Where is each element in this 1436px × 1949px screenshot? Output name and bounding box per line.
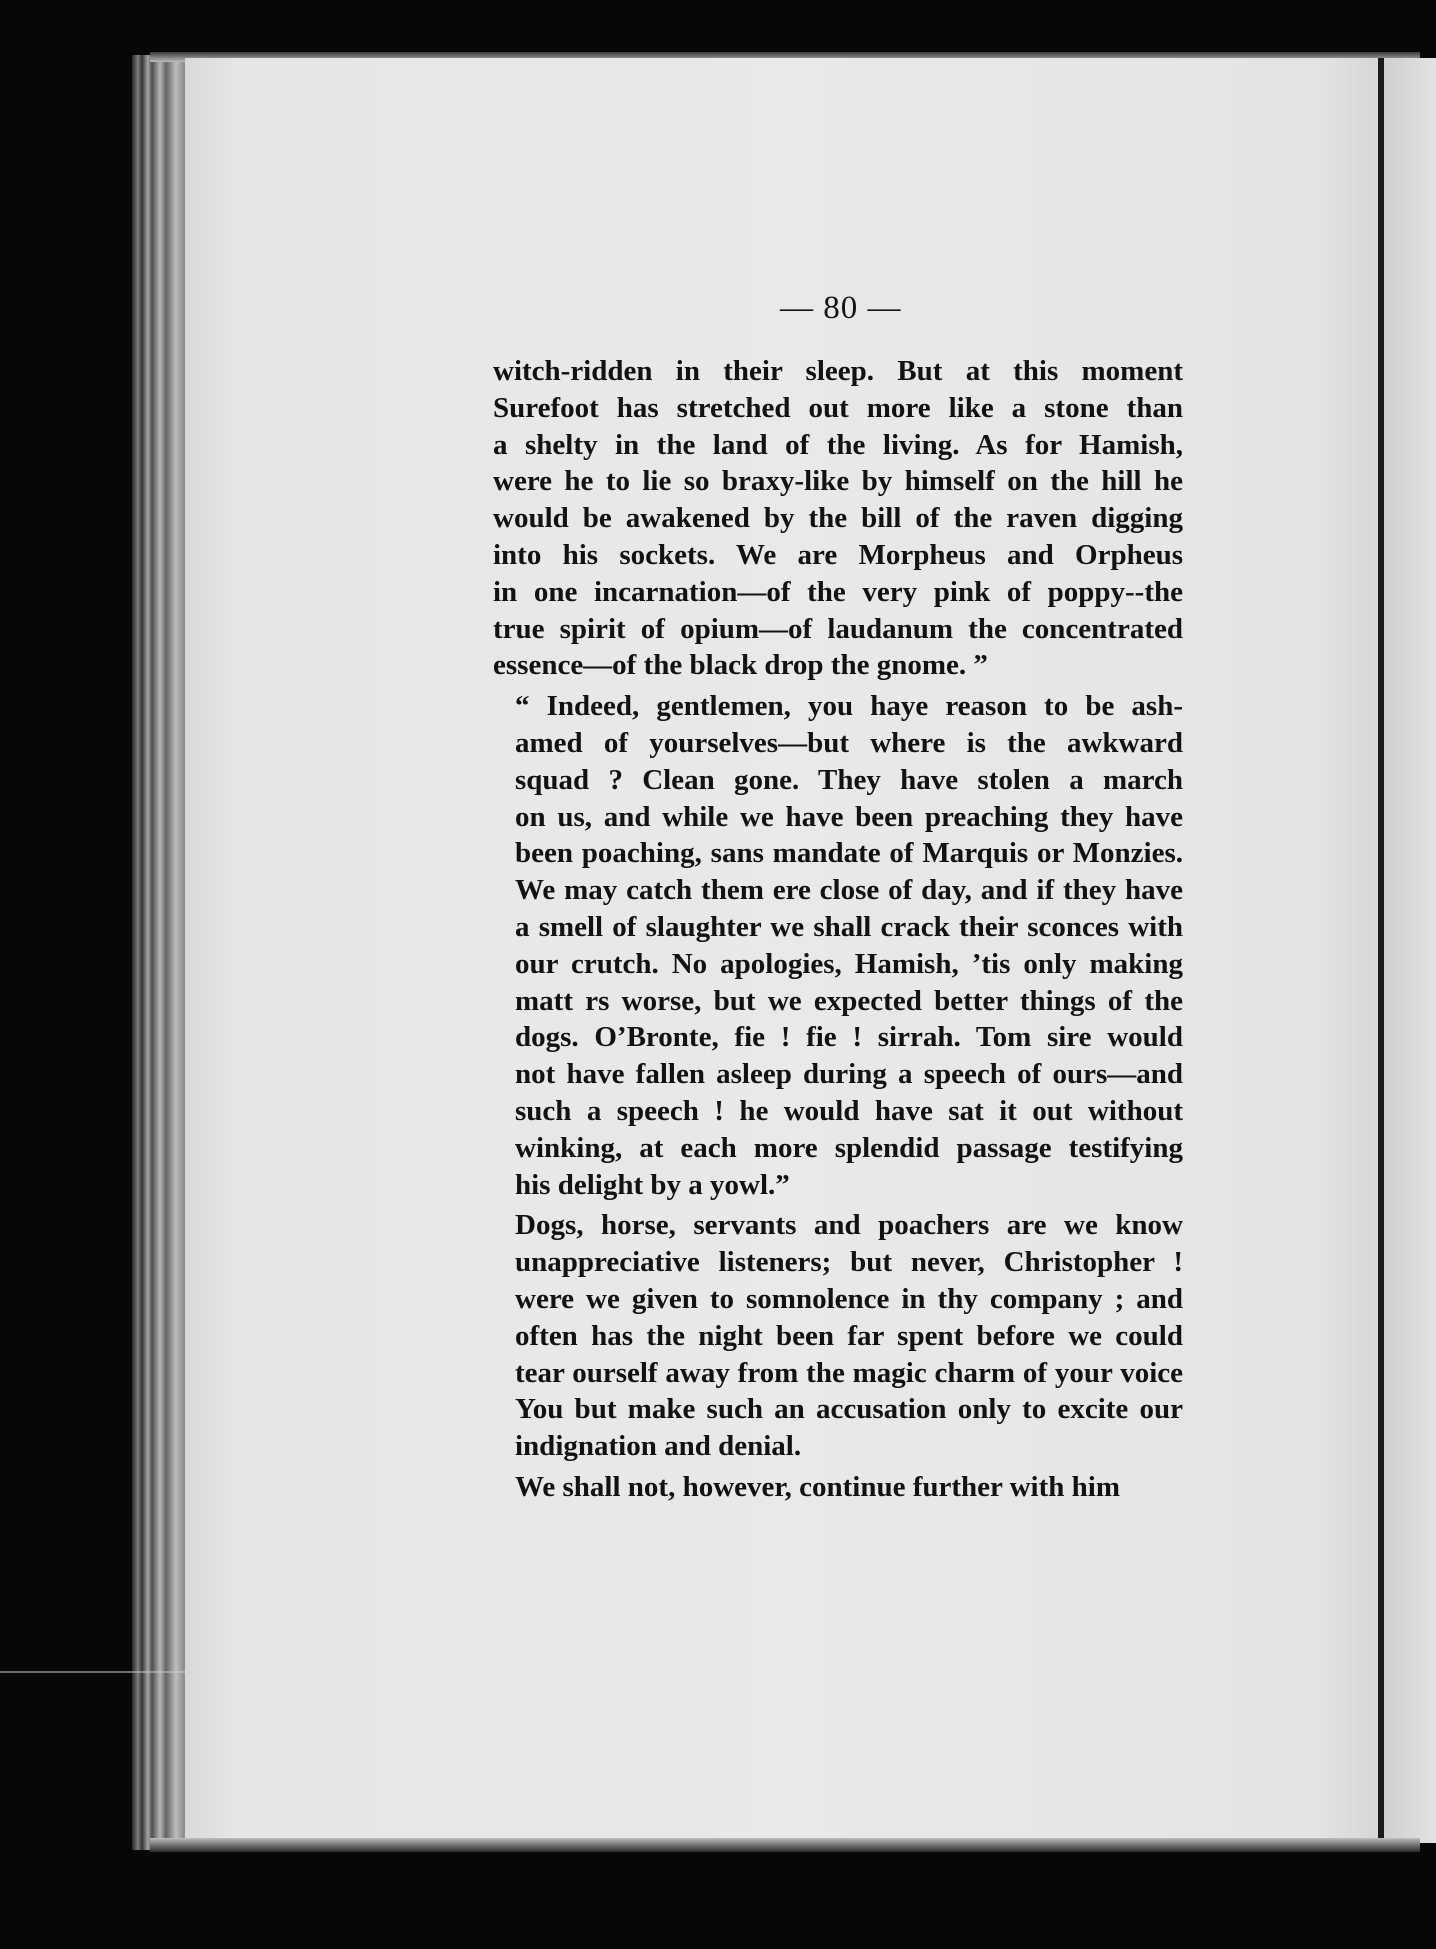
text-line: were we given to somnolence in thy company ; and bbox=[515, 1282, 1183, 1315]
text-line: You but make such an accusation only to excite our bbox=[515, 1393, 1183, 1426]
page-right-border bbox=[1378, 58, 1384, 1838]
paragraph bbox=[493, 353, 1183, 684]
facing-page-strip bbox=[1384, 58, 1436, 1843]
page-number: — 80 — bbox=[780, 290, 902, 326]
text-line: a smell of slaughter we shall crack their sconces with bbox=[515, 910, 1183, 943]
text-line: squad ? Clean gone. They have stolen a march bbox=[515, 763, 1183, 796]
text-line: in one incarnation—of the very pink of poppy--the bbox=[493, 575, 1183, 608]
paragraph bbox=[493, 1207, 1183, 1465]
text-line: Surefoot has stretched out more like a stone than bbox=[493, 391, 1183, 424]
text-line: would be awakened by the bill of the raven digging bbox=[493, 502, 1183, 535]
scan-artifact-line bbox=[0, 1671, 185, 1673]
text-line: Dogs, horse, servants and poachers are we know bbox=[515, 1209, 1183, 1242]
text-line: “ Indeed, gentlemen, you haye reason to be ash- bbox=[515, 690, 1183, 723]
text-line: essence—of the black drop the gnome. ” bbox=[493, 649, 988, 682]
text-line: his delight by a yowl.” bbox=[515, 1168, 790, 1201]
text-line: such a speech ! he would have sat it out without bbox=[515, 1094, 1183, 1127]
text-line: unappreciative listeners; but never, Christopher ! bbox=[515, 1246, 1183, 1279]
text-line: tear ourself away from the magic charm of your voice bbox=[515, 1356, 1183, 1389]
text-line: dogs. O’Bronte, fie ! fie ! sirrah. Tom sire would bbox=[515, 1021, 1183, 1054]
page-bottom-edge bbox=[150, 1838, 1420, 1852]
text-line: true spirit of opium—of laudanum the concentrated bbox=[493, 612, 1183, 645]
text-line: a shelty in the land of the living. As for Hamish, bbox=[493, 428, 1183, 461]
text-line: We shall not, however, continue further with him bbox=[515, 1470, 1120, 1503]
text-line: not have fallen asleep during a speech of ours—and bbox=[515, 1058, 1183, 1091]
text-line: on us, and while we have been preaching they have bbox=[515, 800, 1183, 833]
text-line: often has the night been far spent before we could bbox=[515, 1319, 1183, 1352]
text-line: been poaching, sans mandate of Marquis or Monzies. bbox=[515, 837, 1183, 870]
text-line: witch-ridden in their sleep. But at this moment bbox=[493, 355, 1183, 387]
text-line: We may catch them ere close of day, and if they have bbox=[515, 874, 1183, 907]
text-line: matt rs worse, but we expected better things of the bbox=[515, 984, 1183, 1017]
text-line: winking, at each more splendid passage testifying bbox=[515, 1131, 1183, 1164]
body-text bbox=[493, 353, 1183, 1510]
text-line: our crutch. No apologies, Hamish, ’tis only making bbox=[515, 947, 1183, 980]
text-line: indignation and denial. bbox=[515, 1430, 802, 1463]
paragraph bbox=[493, 688, 1183, 1203]
text-line: were he to lie so braxy-like by himself on the hill he bbox=[493, 465, 1183, 498]
text-line: amed of yourselves—but where is the awkward bbox=[515, 726, 1183, 759]
paragraph bbox=[493, 1469, 1183, 1506]
text-line: into his sockets. We are Morpheus and Orpheus bbox=[493, 538, 1183, 571]
